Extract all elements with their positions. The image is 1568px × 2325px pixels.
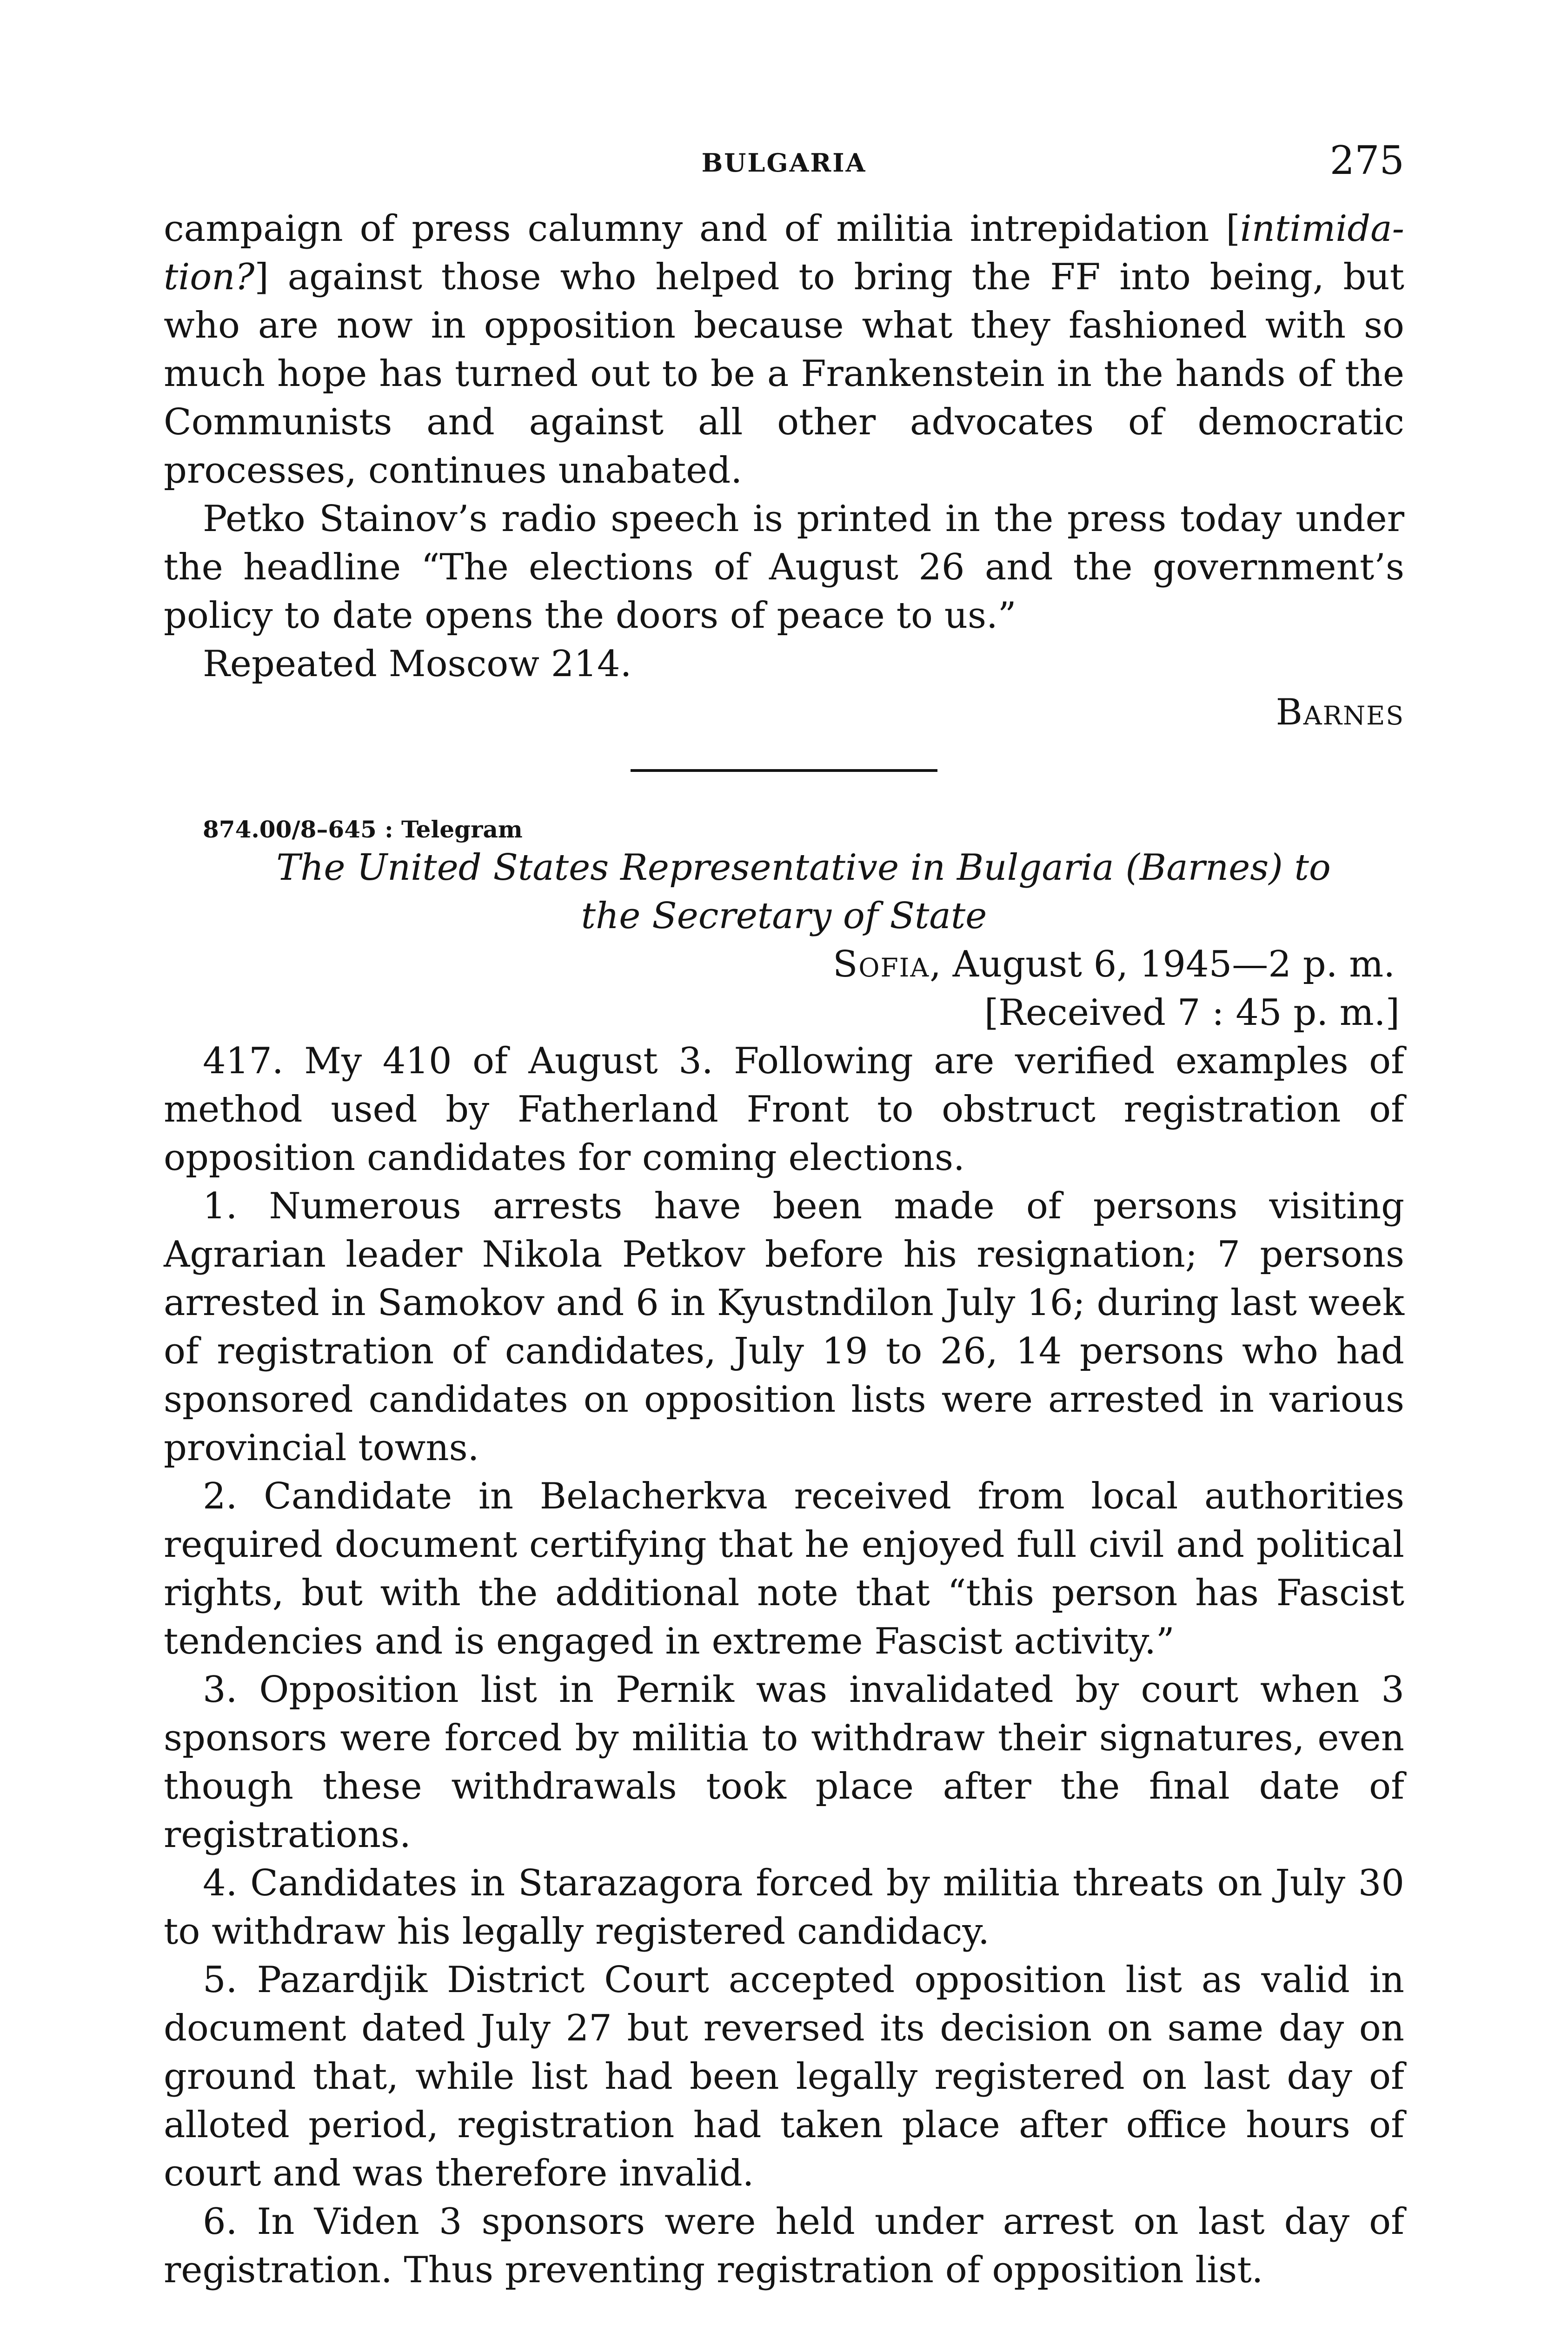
paragraph-417: 417. My 410 of August 3. Following are verified examples of method used by Fatherland Front to obstruct registration of opposition candidates for coming elections.: [164, 1040, 1404, 1179]
running-head: [164, 138, 1404, 189]
paragraph-item-5: 5. Pazardjik District Court accepted opposition list as valid in document dated July 27 but reversed its decision on same day on ground that, while list had been legally registered on last day of alloted period, registration had taken place after office hours of court and was therefore invalid.: [164, 1959, 1404, 2194]
dateline-place: Sofia: [832, 943, 930, 985]
signature: Barnes: [1276, 691, 1404, 733]
paragraph-item-3: 3. Opposition list in Pernik was invalidated by court when 3 sponsors were forced by militia to withdraw their signatures, even though these withdrawals took place after the final date of registrations.: [164, 1669, 1404, 1856]
running-title: BULGARIA: [701, 148, 867, 178]
previous-paragraph-3: Repeated Moscow 214.: [203, 643, 632, 685]
body-text: [164, 205, 1404, 2294]
previous-paragraph-1: [164, 205, 1404, 495]
file-reference: 874.00/8–645 : Telegram: [203, 816, 523, 843]
document-title: The United States Representative in Bulgaria (Barnes) to the Secretary of State: [276, 847, 1331, 937]
paragraph-item-1: 1. Numerous arrests have been made of persons visiting Agrarian leader Nikola Petkov before his resignation; 7 persons arrested in Samokov and 6 in Kyustndilon July 16; during last week of registration of candidates, July 19 to 26, 14 persons who had sponsored candidates on opposition lists were arrested in various provincial towns.: [164, 1185, 1404, 1469]
paragraph-item-2: 2. Candidate in Belacherkva received from local authorities required document certifying that he enjoyed full civil and political rights, but with the additional note that “this person has Fascist tendencies and is engaged in extreme Fascist activity.”: [164, 1475, 1404, 1662]
dateline-rest: , August 6, 1945—2 p. m.: [930, 943, 1395, 985]
previous-paragraph-2: Petko Stainov’s radio speech is printed in the press today under the headline “The elections of August 26 and the government’s policy to date opens the doors of peace to us.”: [164, 498, 1404, 637]
previous-paragraph-1-part-a: campaign of press calumny and of militia intrepidation [: [164, 208, 1240, 250]
previous-paragraph-1-italic: intimida-tion?: [164, 208, 1404, 298]
previous-paragraph-1-part-b: ] against those who helped to bring the FF into being, but who are now in opposition because what they fashioned with so much hope has turned out to be a Frankenstein in the hands of the Communists and against all other advocates of democratic processes, continues unabated.: [164, 256, 1404, 492]
dateline: [164, 940, 1404, 989]
page-number: 275: [1329, 138, 1404, 183]
paragraph-item-4: 4. Candidates in Starazagora forced by militia threats on July 30 to withdraw his legally registered candidacy.: [164, 1862, 1404, 1953]
received-time: [Received 7 : 45 p. m.]: [984, 992, 1400, 1034]
paragraph-item-6: 6. In Viden 3 sponsors were held under arrest on last day of registration. Thus preventing registration of opposition list.: [164, 2201, 1404, 2291]
section-divider: [631, 769, 937, 772]
